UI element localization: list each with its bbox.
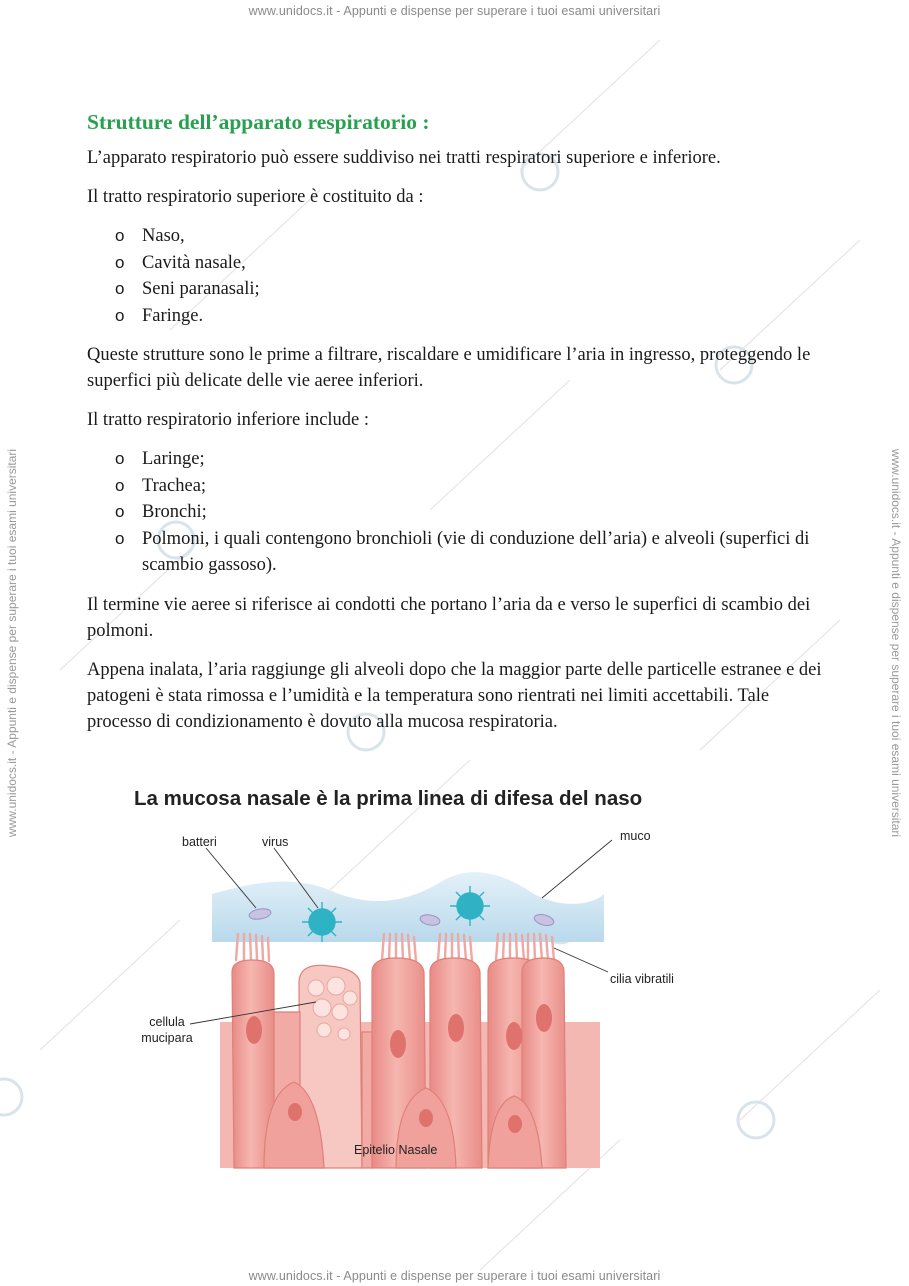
label-muco: muco <box>620 829 651 843</box>
list-item: o Trachea; <box>87 473 827 500</box>
list-item: o Bronchi; <box>87 499 827 526</box>
list-item: o Naso, <box>87 223 827 250</box>
upper-tract-role: Queste strutture sono le prime a filtrare, riscaldare e umidificare l’aria in ingresso, proteggendo le superfici più delicate delle vie aeree inferiori. <box>87 345 811 391</box>
label-epitelio-nasale: Epitelio Nasale <box>354 1143 438 1157</box>
section-heading: Strutture dell’apparato respiratorio : <box>87 110 430 134</box>
list-item: o Laringe; <box>87 446 827 473</box>
list-item: o Polmoni, i quali contengono bronchioli (vie di conduzione dell’aria) e alveoli (superfici di scambio gassoso). <box>87 526 827 579</box>
label-batteri: batteri <box>182 835 217 849</box>
document-body <box>87 110 827 748</box>
label-cilia-vibratili: cilia vibratili <box>610 972 674 986</box>
list-item: o Faringe. <box>87 303 827 330</box>
lower-tract-list <box>87 446 827 579</box>
watermark-top: www.unidocs.it - Appunti e dispense per superare i tuoi esami universitari <box>248 4 661 18</box>
conditioning-paragraph: Appena inalata, l’aria raggiunge gli alveoli dopo che la maggior parte delle particelle estranee e dei patogeni è stata rimossa e l’umidità e la temperatura sono rientrati nei limiti accettabili. Tale processo di condizionamento è dovuto alla mucosa respiratoria. <box>87 659 822 732</box>
bullet-icon: o <box>115 226 125 245</box>
watermark-bottom: www.unidocs.it - Appunti e dispense per superare i tuoi esami universitari <box>248 1269 661 1283</box>
upper-tract-list <box>87 223 827 329</box>
bullet-icon: o <box>115 305 125 325</box>
upper-tract-intro: Il tratto respiratorio superiore è costituito da : <box>87 187 424 207</box>
virus-icon <box>302 902 342 942</box>
list-item: o Seni paranasali; <box>87 276 827 303</box>
bullet-icon: o <box>115 279 125 298</box>
airways-definition: Il termine vie aeree si riferisce ai condotti che portano l’aria da e verso le superfici di scambio dei polmoni. <box>87 594 811 641</box>
watermark-right: www.unidocs.it - Appunti e dispense per superare i tuoi esami universitari <box>889 448 903 838</box>
bullet-icon: o <box>115 528 125 548</box>
bullet-icon: o <box>115 449 125 468</box>
lower-tract-intro: Il tratto respiratorio inferiore include : <box>87 410 370 430</box>
bullet-icon: o <box>115 502 125 521</box>
label-virus: virus <box>262 835 289 849</box>
bullet-icon: o <box>115 475 125 495</box>
list-item: o Cavità nasale, <box>87 250 827 277</box>
virus-icon <box>450 886 490 926</box>
bullet-icon: o <box>115 252 125 272</box>
nasal-mucosa-figure <box>124 782 704 1172</box>
intro-paragraph: L’apparato respiratorio può essere suddiviso nei tratti respiratori superiore e inferiore. <box>87 148 721 168</box>
watermark-left: www.unidocs.it - Appunti e dispense per superare i tuoi esami universitari <box>5 448 19 838</box>
label-cellula-mucipara: cellula mucipara <box>141 1015 193 1045</box>
mucus-layer <box>212 872 604 942</box>
figure-title: La mucosa nasale è la prima linea di difesa del naso <box>134 787 643 810</box>
